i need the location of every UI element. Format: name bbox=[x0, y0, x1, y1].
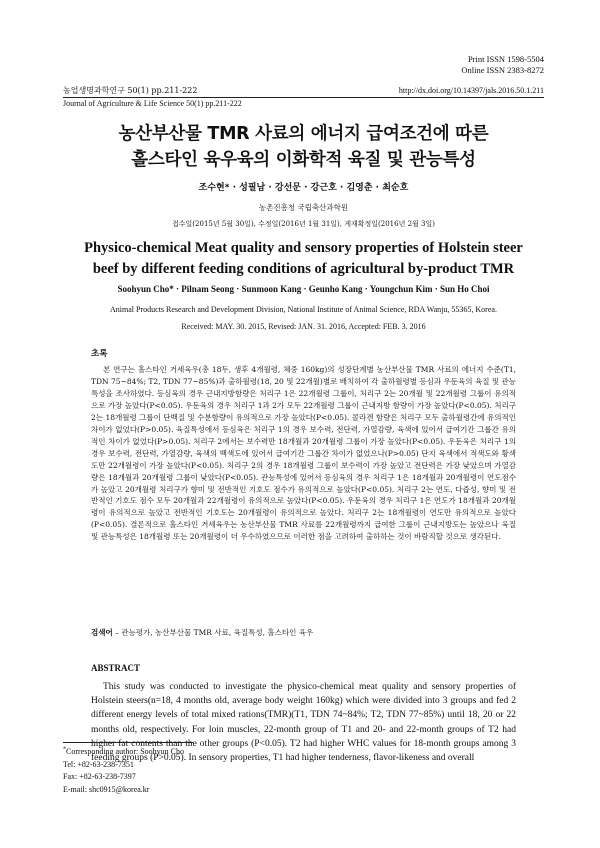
dates-korean: 접수일(2015년 5월 30일), 수정일(2016년 1월 31일), 게재확정일(2016년 2월 3일) bbox=[172, 220, 435, 228]
footnote-corresponding bbox=[63, 746, 184, 759]
abstract-korean-heading: 초록 bbox=[91, 349, 108, 359]
keywords bbox=[91, 627, 516, 638]
affiliation-english: Animal Products Research and Development Division, National Institute of Animal Science, RDA Wanju, 55365, Korea. bbox=[110, 305, 497, 314]
title-english-line2: beef by different feeding conditions of agricultural by-product TMR bbox=[92, 261, 515, 277]
footnote-fax: Fax: +82-63-238-7397 bbox=[63, 772, 136, 781]
dates-english: Received: MAY. 30. 2015, Revised: JAN. 31. 2016, Accepted: FEB. 3. 2016 bbox=[181, 322, 426, 331]
title-korean-line1: 농산부산물 TMR 사료의 에너지 급여조건에 따른 bbox=[118, 124, 489, 144]
footnote bbox=[63, 746, 184, 796]
title-korean bbox=[63, 121, 544, 173]
affiliation-korean: 농촌진흥청 국립축산과학원 bbox=[258, 203, 349, 212]
title-english-line1: Physico-chemical Meat quality and sensory properties of Holstein steer bbox=[84, 240, 523, 256]
authors-english: Soohyun Cho* · Pilnam Seong · Sunmoon Kang · Geunho Kang · Youngchun Kim · Sun Ho Choi bbox=[117, 284, 490, 294]
keywords-label: 검색어 bbox=[91, 628, 113, 637]
footnote-rule bbox=[63, 742, 193, 743]
abstract-korean-body: 본 연구는 홀스타인 거세육우(총 18두, 생후 4개월령, 체중 160kg)의 성장단계별 농산부산물 TMR 사료의 에너지 수준(T1, TDN 75~84%; T2, TDN 77~85%)과 출하월령(18, 20 및 22개월)별로 배치하여 각 출하월령별 등심과 우둔육의 육질 및 관능특성을 조사하였다. 등심육의 경우 근내지방함량은 처리구 1은 22개월령 그룹이, 처리구 2는 20개월 및 22개월령 그룹이 유의적으로 가장 높았다(P<0.05). 우둔육의 경우 처리구 1과 2가 모두 22개월령 그룹이 근내지방 함량이 가장 높았다(P<0.05). 처리구 2는 18개월령 그룹이 단백질 및 수분함량이 유의적으로 가장 높았다(P<0.05). 콜라겐 함량은 처리구 모두 출하월령간에 유의적인 차이가 없었다(P>0.05). 육질특성에서 등심육은 처리구 1의 경우 보수력, 전단력, 가열감량, 육색에 있어서 급여기간 그룹간 유의적인 차이가 없었다(P>0.05). 처리구 2에서는 보수력만 18개월과 20개월령 그룹이 가장 높았다(P<0.05). 우둔육은 처리구 1의 경우 보수력, 전단력, 가열감량, 육색의 백색도에 있어서 급여기간 그룹간 차이가 없었으나(P>0.05) 단지 육색에서 적색도와 황색도만 22개월령이 가장 높았다(P<0.05). 처리구 2의 경우 18개월령 그룹이 보수력이 가장 높았고 전단력은 가장 낮았으며 가열감량은 18개월과 20개월령 그룹이 낮았다(P<0.05). 관능특성에 있어서 등심육의 경우 처리구 1은 18개월과 20개월령이 연도점수가 높았고 20개월령 처리구가 향미 및 전반적인 기호도 점수가 유의적으로 높았다(P<0.05). 처리구 2는 연도, 다즙성, 향미 및 전반적인 기호도 점수 모두 20개월과 22개월령이 유의적으로 높았다(P<0.05). 우둔육의 경우 처리구 1은 연도가 18개월과 20개월령이 유의적으로 높았고 전반적인 기호도는 20개월령이 유의적으로 높았다. 처리구 2는 18개월령이 연도만 유의적으로 높았다(P<0.05). 결론적으로 홀스타인 거세육우는 농산부산물 TMR 사료를 22개월령까지 급여한 그룹이 근내지방도는 높았으나 육질 및 관능특성은 18개월령 또는 20개월령이 더 우수하였으므로 이러한 점을 고려하여 출하하는 것이 바람직할 것으로 생각된다. bbox=[91, 365, 516, 542]
abstract-english-body: This study was conducted to investigate the physico-chemical meat quality and sensory properties of Holstein steers(n=18, 4 months old, average body weight 160kg) which were divided into 3 groups and fed 2 different energy levels of total mixed rations(TMR)(T1, TDN 74~84%; T2, TDN 77~85%) until 18, 20 or 22 months old, respectively. For loin muscles, 22-month group of T1 and 20- and 22-month groups of T2 had higher fat contents than the other groups (P<0.05). T2 had higher WHC values for 18-month groups among 3 feeding groups (P>0.05). In sensory properties, T1 had higher tenderness, flavor-likeness and overall bbox=[91, 682, 516, 764]
journal-citation-ko: 농업생명과학연구 50(1) pp.211-222 bbox=[63, 86, 198, 95]
print-issn: Print ISSN 1598-5504 bbox=[467, 54, 544, 64]
journal-citation-en: Journal of Agriculture & Life Science 50(1) pp.211-222 bbox=[63, 99, 242, 108]
abstract-korean bbox=[91, 364, 516, 543]
issn-block bbox=[461, 54, 544, 76]
footnote-email[interactable]: E-mail: shc0915@korea.kr bbox=[63, 784, 150, 794]
title-korean-line2: 홀스타인 육우육의 이화학적 육질 및 관능특성 bbox=[131, 150, 476, 170]
doi-link[interactable]: http://dx.doi.org/10.14397/jals.2016.50.1.211 bbox=[398, 86, 544, 95]
footnote-tel: Tel: +82-63-238-7351 bbox=[63, 759, 134, 769]
header-rule bbox=[63, 97, 544, 98]
title-english bbox=[63, 238, 544, 280]
authors-korean: 조수현* · 성필남 · 강선문 · 강근호 · 김영춘 · 최순호 bbox=[198, 183, 409, 193]
keywords-text: – 관능평가, 농산부산물 TMR 사료, 육질특성, 홀스타인 육우 bbox=[112, 628, 314, 637]
abstract-english-heading: ABSTRACT bbox=[91, 663, 141, 673]
online-issn: Online ISSN 2383-8272 bbox=[461, 65, 544, 75]
footnote-star: * bbox=[63, 746, 66, 753]
footnote-corresponding-text: Corresponding author: Soohyun Cho bbox=[66, 747, 184, 756]
